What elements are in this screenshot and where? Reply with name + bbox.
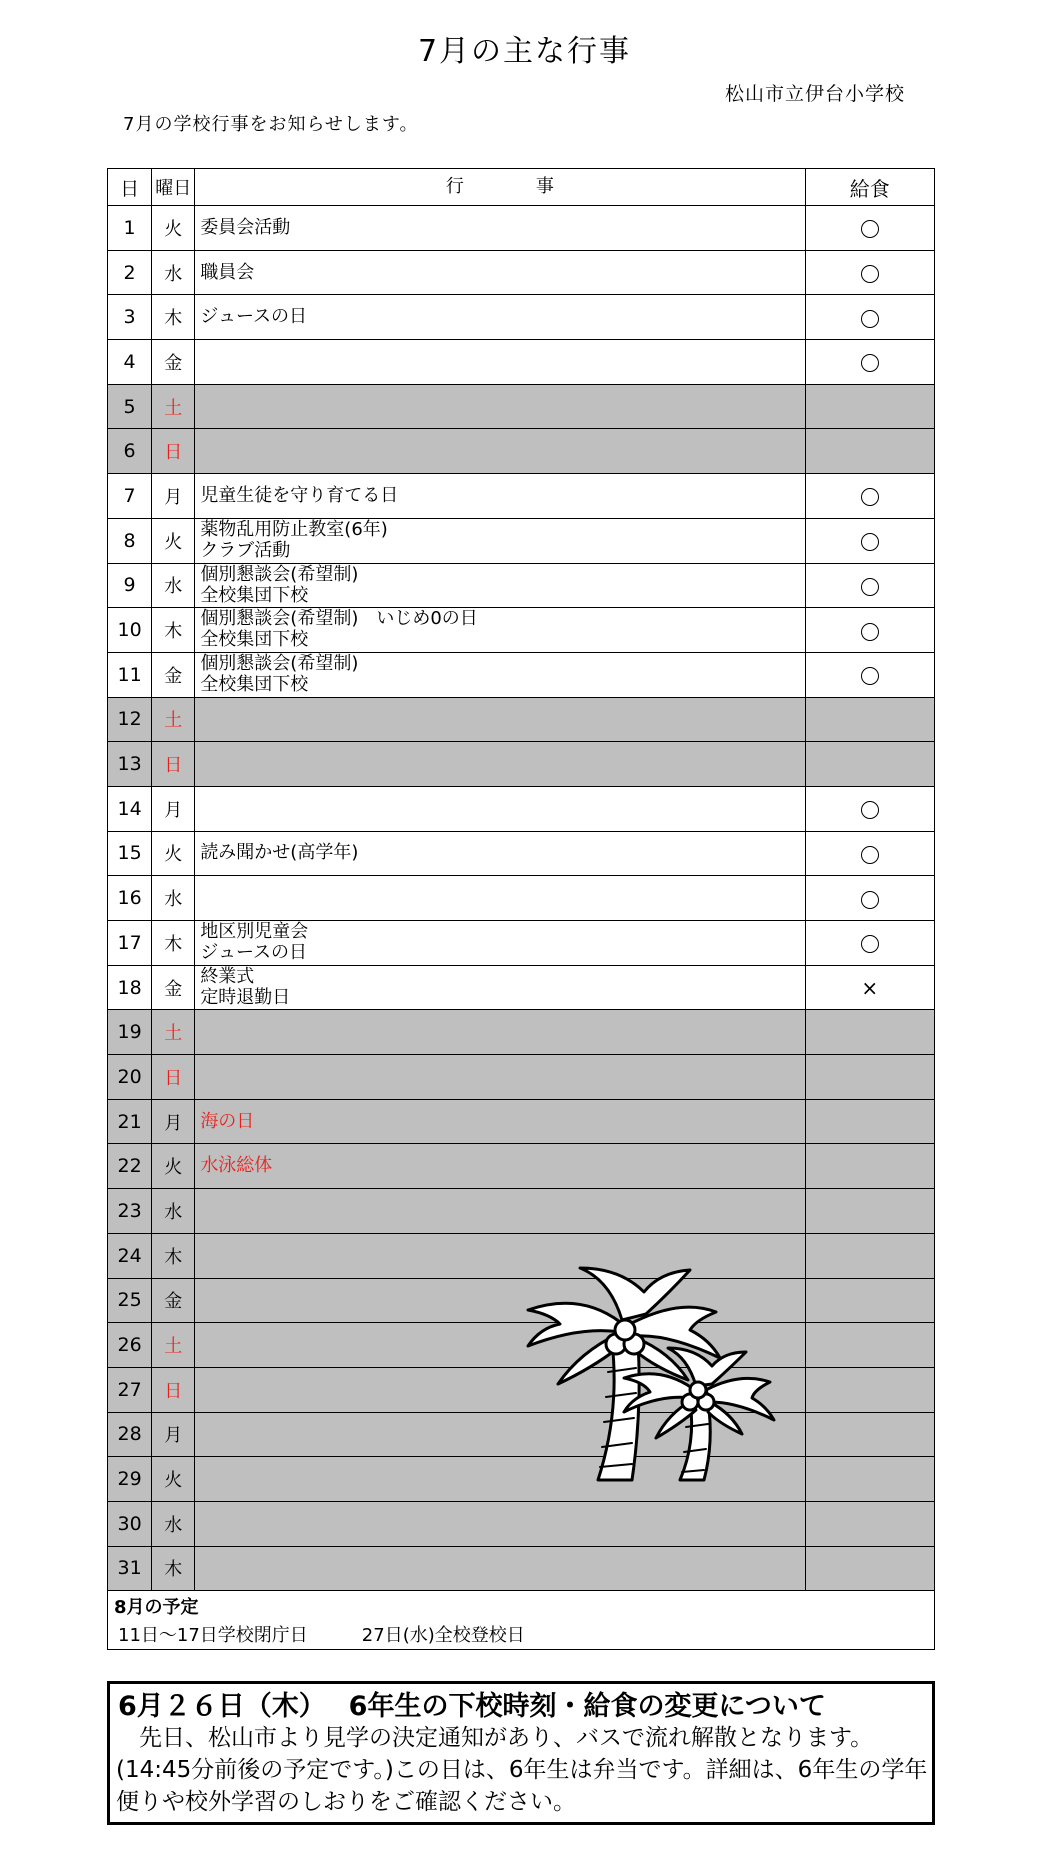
row-weekday: 土: [152, 384, 195, 429]
circle-icon: [861, 220, 879, 238]
row-date: 11: [108, 652, 152, 697]
row-weekday: 土: [152, 697, 195, 742]
lunch-served-icon: [805, 608, 934, 653]
notice-box: [107, 1681, 935, 1825]
row-events: [195, 295, 805, 340]
lunch-served-icon: [805, 295, 934, 340]
notice-body: 先日、松山市より見学の決定通知があり、バスで流れ解散となります。(14:45分前後の予定です。)この日は、6年生は弁当です。詳細は、6年生の学年便りや校外学習のしおりをご確認ください。: [116, 1725, 928, 1815]
lunch-cell: [805, 1055, 934, 1100]
row-weekday: 日: [152, 429, 195, 474]
row-date: 16: [108, 876, 152, 921]
event-text: 水泳総体: [200, 1155, 273, 1177]
page-title: 7月の主な行事: [417, 34, 632, 69]
row-events: [195, 1546, 805, 1591]
row-date: 25: [108, 1278, 152, 1323]
table-row: [108, 1010, 935, 1055]
row-events: [195, 921, 805, 966]
row-weekday: 金: [152, 652, 195, 697]
row-date: 6: [108, 429, 152, 474]
row-weekday: 火: [152, 1457, 195, 1502]
table-row: [108, 1501, 935, 1546]
row-events: [195, 965, 805, 1010]
row-events: [195, 340, 805, 385]
table-row: [108, 1055, 935, 1100]
august-schedule: [107, 1589, 935, 1650]
lunch-cell: [805, 1323, 934, 1368]
row-weekday: 水: [152, 1501, 195, 1546]
table-row: [108, 563, 935, 608]
lunch-served-icon: [805, 876, 934, 921]
august-title: 8月の予定: [114, 1597, 199, 1618]
table-row: [108, 652, 935, 697]
event-text: 地区別児童会: [200, 921, 309, 942]
circle-icon: [861, 533, 879, 551]
header-event-a: 行: [445, 176, 464, 197]
row-events: [195, 206, 805, 251]
row-weekday: 火: [152, 518, 195, 563]
row-weekday: 木: [152, 1233, 195, 1278]
table-row: [108, 1189, 935, 1234]
row-weekday: 土: [152, 1323, 195, 1368]
table-row: [108, 876, 935, 921]
lunch-served-icon: [805, 563, 934, 608]
lunch-cell: [805, 697, 934, 742]
lunch-cell: [805, 1189, 934, 1234]
row-weekday: 金: [152, 1278, 195, 1323]
table-row: [108, 206, 935, 251]
event-text: 児童生徒を守り育てる日: [200, 484, 399, 506]
row-weekday: 金: [152, 340, 195, 385]
event-text: 全校集団下校: [200, 584, 309, 606]
lunch-cell: [805, 1144, 934, 1189]
event-text: 個別懇談会(希望制): [200, 652, 359, 674]
circle-icon: [861, 578, 879, 596]
row-date: 21: [108, 1099, 152, 1144]
row-date: 15: [108, 831, 152, 876]
lunch-cell: [805, 1501, 934, 1546]
row-events: [195, 652, 805, 697]
row-events: [195, 742, 805, 787]
table-row: [108, 608, 935, 653]
table-row: [108, 1144, 935, 1189]
circle-icon: [861, 488, 879, 506]
row-date: 12: [108, 697, 152, 742]
row-date: 31: [108, 1546, 152, 1591]
intro-text: 7月の学校行事をお知らせします。: [123, 114, 419, 135]
row-weekday: 火: [152, 831, 195, 876]
cross-mark: ×: [861, 975, 879, 1000]
row-date: 22: [108, 1144, 152, 1189]
row-date: 28: [108, 1412, 152, 1457]
circle-icon: [861, 846, 879, 864]
lunch-served-icon: [805, 250, 934, 295]
row-events: [195, 250, 805, 295]
table-row: [108, 786, 935, 831]
row-weekday: 日: [152, 1367, 195, 1412]
row-events: [195, 1144, 805, 1189]
row-date: 26: [108, 1323, 152, 1368]
row-weekday: 火: [152, 1144, 195, 1189]
lunch-served-icon: [805, 831, 934, 876]
row-weekday: 月: [152, 1412, 195, 1457]
lunch-served-icon: [805, 921, 934, 966]
event-text: 職員会: [200, 261, 255, 283]
row-weekday: 火: [152, 206, 195, 251]
row-weekday: 金: [152, 965, 195, 1010]
event-text: 全校集団下校: [200, 673, 309, 695]
row-events: [195, 608, 805, 653]
lunch-cell: [805, 1278, 934, 1323]
row-date: 1: [108, 206, 152, 251]
circle-icon: [861, 801, 879, 819]
event-text: クラブ活動: [200, 539, 291, 561]
lunch-cell: [805, 1412, 934, 1457]
circle-icon: [861, 310, 879, 328]
circle-icon: [861, 265, 879, 283]
notice-title: 6月２６日（木） 6年生の下校時刻・給食の変更について: [118, 1691, 826, 1722]
lunch-served-icon: [805, 518, 934, 563]
event-text: 終業式: [200, 965, 255, 987]
row-events: [195, 1099, 805, 1144]
lunch-cell: [805, 1367, 934, 1412]
lunch-served-icon: [805, 206, 934, 251]
row-weekday: 月: [152, 1099, 195, 1144]
table-row: [108, 474, 935, 519]
lunch-cell: [805, 1457, 934, 1502]
row-date: 2: [108, 250, 152, 295]
row-date: 7: [108, 474, 152, 519]
row-events: [195, 697, 805, 742]
table-row: [108, 831, 935, 876]
event-text: 委員会活動: [200, 216, 291, 238]
event-text: 定時退勤日: [200, 986, 291, 1008]
row-events: [195, 384, 805, 429]
row-weekday: 水: [152, 563, 195, 608]
row-date: 13: [108, 742, 152, 787]
lunch-none: [805, 965, 934, 1010]
table-row: [108, 965, 935, 1010]
row-weekday: 水: [152, 1189, 195, 1234]
header-event: [195, 169, 805, 206]
event-text: 個別懇談会(希望制) いじめ0の日: [200, 608, 478, 630]
row-date: 19: [108, 1010, 152, 1055]
row-date: 14: [108, 786, 152, 831]
table-row: [108, 742, 935, 787]
row-weekday: 土: [152, 1010, 195, 1055]
row-events: [195, 1189, 805, 1234]
row-weekday: 木: [152, 1546, 195, 1591]
header-date: 日: [108, 169, 152, 206]
lunch-cell: [805, 384, 934, 429]
table-row: [108, 429, 935, 474]
table-row: [108, 250, 935, 295]
row-weekday: 水: [152, 250, 195, 295]
header-dow: 曜日: [152, 169, 195, 206]
event-text: 読み聞かせ(高学年): [200, 842, 359, 864]
row-events: [195, 1010, 805, 1055]
row-weekday: 木: [152, 921, 195, 966]
palm-tree-illustration: [520, 1262, 780, 1484]
row-weekday: 月: [152, 474, 195, 519]
table-row: [108, 340, 935, 385]
table-row: [108, 384, 935, 429]
row-date: 30: [108, 1501, 152, 1546]
lunch-served-icon: [805, 340, 934, 385]
header-lunch: 給食: [805, 169, 934, 206]
row-events: [195, 563, 805, 608]
row-date: 5: [108, 384, 152, 429]
circle-icon: [861, 935, 879, 953]
row-events: [195, 429, 805, 474]
lunch-served-icon: [805, 652, 934, 697]
row-weekday: 日: [152, 1055, 195, 1100]
lunch-served-icon: [805, 786, 934, 831]
table-row: [108, 518, 935, 563]
event-text: ジュースの日: [200, 306, 308, 328]
lunch-cell: [805, 1010, 934, 1055]
event-text: 全校集団下校: [200, 629, 309, 651]
row-date: 9: [108, 563, 152, 608]
row-weekday: 水: [152, 876, 195, 921]
row-date: 8: [108, 518, 152, 563]
row-date: 20: [108, 1055, 152, 1100]
row-events: [195, 1501, 805, 1546]
august-line: 11日～17日学校閉庁日 27日(水)全校登校日: [118, 1625, 525, 1646]
row-date: 17: [108, 921, 152, 966]
row-events: [195, 876, 805, 921]
table-row: [108, 295, 935, 340]
table-row: [108, 697, 935, 742]
lunch-cell: [805, 1233, 934, 1278]
row-date: 10: [108, 608, 152, 653]
row-date: 29: [108, 1457, 152, 1502]
row-date: 4: [108, 340, 152, 385]
event-text: 薬物乱用防止教室(6年): [200, 518, 388, 540]
circle-icon: [861, 667, 879, 685]
header-event-b: 事: [535, 176, 554, 197]
row-weekday: 月: [152, 786, 195, 831]
school-name: 松山市立伊台小学校: [725, 83, 906, 105]
lunch-cell: [805, 1546, 934, 1591]
row-date: 3: [108, 295, 152, 340]
row-events: [195, 474, 805, 519]
event-text: 個別懇談会(希望制): [200, 563, 359, 585]
row-date: 24: [108, 1233, 152, 1278]
circle-icon: [861, 354, 879, 372]
lunch-served-icon: [805, 474, 934, 519]
circle-icon: [861, 891, 879, 909]
row-events: [195, 1055, 805, 1100]
row-date: 23: [108, 1189, 152, 1234]
row-events: [195, 786, 805, 831]
event-text: ジュースの日: [200, 942, 308, 963]
lunch-cell: [805, 1099, 934, 1144]
lunch-cell: [805, 742, 934, 787]
row-date: 27: [108, 1367, 152, 1412]
row-events: [195, 831, 805, 876]
lunch-cell: [805, 429, 934, 474]
row-events: [195, 518, 805, 563]
table-row: [108, 1546, 935, 1591]
circle-icon: [861, 623, 879, 641]
row-weekday: 木: [152, 295, 195, 340]
event-text: 海の日: [200, 1110, 255, 1132]
row-date: 18: [108, 965, 152, 1010]
table-header-row: [108, 169, 935, 206]
row-weekday: 木: [152, 608, 195, 653]
table-row: [108, 1099, 935, 1144]
row-weekday: 日: [152, 742, 195, 787]
table-row: [108, 921, 935, 966]
